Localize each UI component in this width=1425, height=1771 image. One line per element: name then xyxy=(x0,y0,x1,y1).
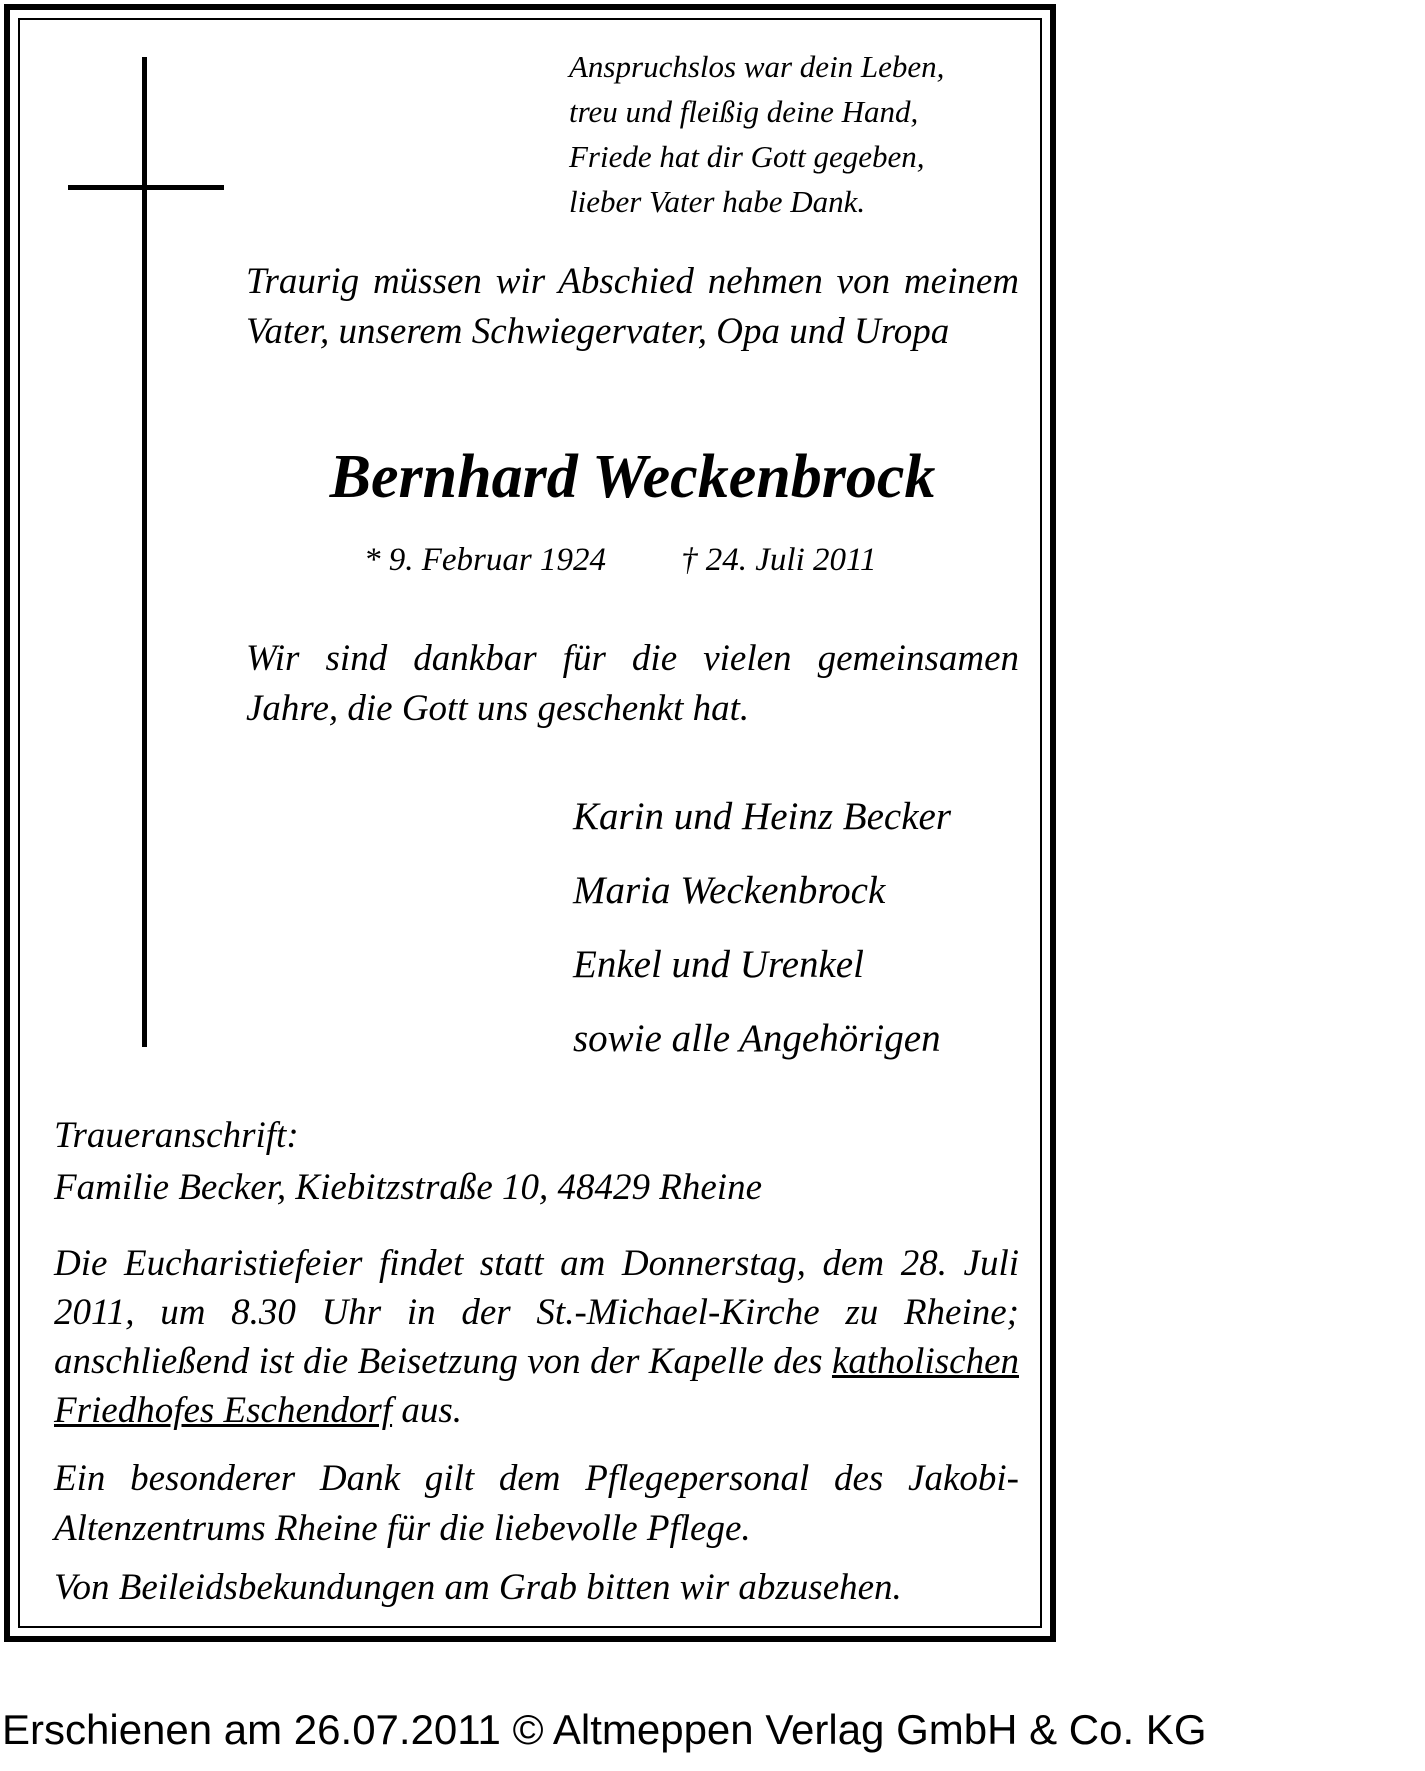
mourning-address xyxy=(54,1110,1019,1214)
gratitude-text: Wir sind dankbar für die vielen gemeinsamen Jahre, die Gott uns geschenkt hat. xyxy=(246,638,1019,729)
cross-icon xyxy=(142,57,147,1047)
mourner: Karin und Heinz Becker xyxy=(573,795,952,838)
mourner: Maria Weckenbrock xyxy=(573,869,886,912)
death-date: † 24. Juli 2011 xyxy=(681,542,877,578)
poem xyxy=(569,44,944,224)
cemetery-name: katholischen Friedhofes Eschendorf xyxy=(54,1341,1019,1431)
poem-line: treu und fleißig deine Hand, xyxy=(569,94,919,129)
mourner: sowie alle Angehörigen xyxy=(573,1017,941,1060)
mourner: Enkel und Urenkel xyxy=(573,943,864,986)
service-text-after: aus. xyxy=(392,1390,462,1431)
address-value: Familie Becker, Kiebitzstraße 10, 48429 Rheine xyxy=(54,1167,762,1208)
poem-line: Anspruchslos war dein Leben, xyxy=(569,49,945,84)
poem-line: lieber Vater habe Dank. xyxy=(569,184,866,219)
mourners-list xyxy=(573,780,951,1076)
address-label: Traueranschrift: xyxy=(54,1115,299,1156)
publication-footer: Erschienen am 26.07.2011 © Altmeppen Verlag GmbH & Co. KG xyxy=(2,1706,1207,1753)
poem-line: Friede hat dir Gott gegeben, xyxy=(569,139,925,174)
service-text-before: Die Eucharistiefeier findet statt am Donnerstag, dem 28. Juli 2011, um 8.30 Uhr in der St.-Michael-Kirche zu Rheine; anschließend ist die Beisetzung von der Kapelle des xyxy=(54,1243,1019,1382)
thanks-text: Ein besonderer Dank gilt dem Pflegepersonal des Jakobi-Altenzentrums Rheine für die liebevolle Pflege. xyxy=(54,1458,1019,1549)
deceased-name: Bernhard Weckenbrock xyxy=(329,443,936,511)
condolence-note: Von Beileidsbekundungen am Grab bitten wir abzusehen. xyxy=(54,1567,902,1608)
service-text xyxy=(54,1239,1019,1435)
cross-icon-bar xyxy=(68,185,224,190)
birth-date: * 9. Februar 1924 xyxy=(364,542,606,578)
intro-text: Traurig müssen wir Abschied nehmen von meinem Vater, unserem Schwiegervater, Opa und Uropa xyxy=(246,261,1019,352)
